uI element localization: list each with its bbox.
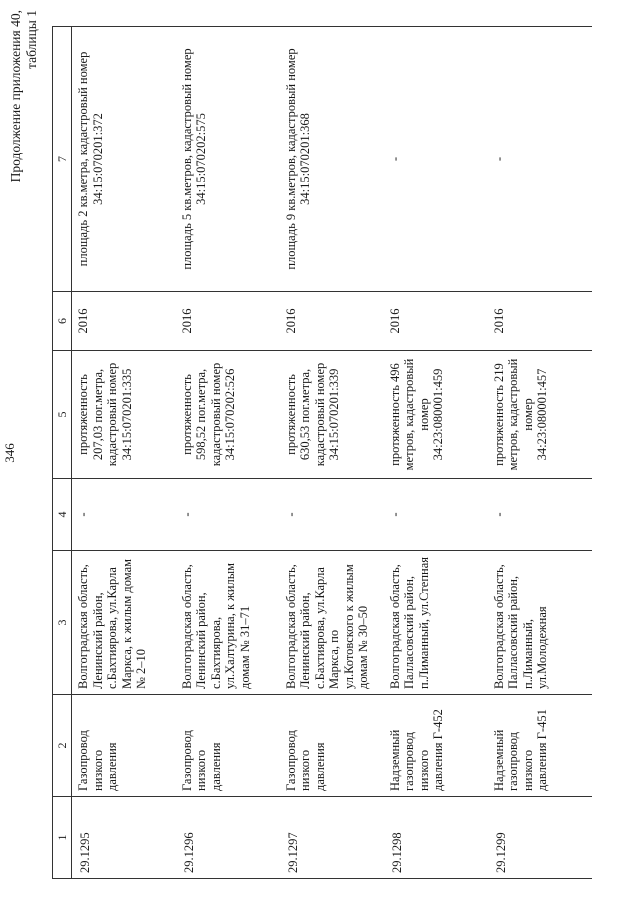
continuation-header: [8, 10, 40, 182]
object-name: Газопровод низкого давления: [280, 695, 384, 797]
column-7-value: площадь 9 кв.метров, кадастровый номер 34:15:070201:368: [280, 27, 384, 292]
table-row: [72, 27, 176, 879]
continuation-line-2: таблицы 1: [24, 10, 39, 69]
column-4-value: -: [280, 479, 384, 551]
object-year: 2016: [280, 292, 384, 351]
object-name: Надземный газопровод низкого давления Г-452: [384, 695, 488, 797]
column-7-value: площадь 5 кв.метров, кадастровый номер 34:15:070202:575: [176, 27, 280, 292]
column-7-value: площадь 2 кв.метра, кадастровый номер 34:15:070201:372: [72, 27, 176, 292]
table-row: [280, 27, 384, 879]
page-number: 346: [2, 443, 17, 463]
object-year: 2016: [488, 292, 592, 351]
row-number: 29.1295: [72, 797, 176, 879]
data-table: [52, 26, 592, 879]
column-header: 7: [53, 27, 72, 292]
row-number: 29.1298: [384, 797, 488, 879]
column-4-value: -: [384, 479, 488, 551]
row-number: 29.1299: [488, 797, 592, 879]
object-address: Волгоградская область, Палласовский район, п.Лиманный, ул.Степная: [384, 551, 488, 695]
object-address: Волгоградская область, Ленинский район, с.Бахтиярова, ул.Карла Маркса, по ул.Котовского к жилым домам № 30–50: [280, 551, 384, 695]
object-name: Газопровод низкого давления: [72, 695, 176, 797]
object-name: Надземный газопровод низкого давления Г-451: [488, 695, 592, 797]
table-row: [384, 27, 488, 879]
column-7-value: -: [488, 27, 592, 292]
object-length: протяженность 207,03 пог.метра, кадастровый номер 34:15:070201:335: [72, 351, 176, 479]
continuation-line-1: Продолжение приложения 40,: [8, 10, 23, 183]
column-header: 5: [53, 351, 72, 479]
column-4-value: -: [176, 479, 280, 551]
object-length: протяженность 219 метров, кадастровый номер 34:23:080001:457: [488, 351, 592, 479]
column-header: 1: [53, 797, 72, 879]
column-7-value: -: [384, 27, 488, 292]
column-4-value: -: [488, 479, 592, 551]
object-year: 2016: [72, 292, 176, 351]
object-address: Волгоградская область, Ленинский район, с.Бахтиярова, ул.Карла Маркса, к жилым домам № 2–10: [72, 551, 176, 695]
object-year: 2016: [384, 292, 488, 351]
column-header: 2: [53, 695, 72, 797]
row-number: 29.1296: [176, 797, 280, 879]
table-header-row: [53, 27, 72, 879]
column-header: 3: [53, 551, 72, 695]
column-header: 4: [53, 479, 72, 551]
column-4-value: -: [72, 479, 176, 551]
object-address: Волгоградская область, Палласовский район, п.Лиманный, ул.Молодежная: [488, 551, 592, 695]
object-year: 2016: [176, 292, 280, 351]
object-length: протяженность 496 метров, кадастровый номер 34:23:080001:459: [384, 351, 488, 479]
object-length: протяженность 630,53 пог.метра, кадастровый номер 34:15:070201:339: [280, 351, 384, 479]
row-number: 29.1297: [280, 797, 384, 879]
table-row: [488, 27, 592, 879]
object-length: протяженность 598,52 пог.метра, кадастровый номер 34:15:070202:526: [176, 351, 280, 479]
table-row: [176, 27, 280, 879]
column-header: 6: [53, 292, 72, 351]
object-address: Волгоградская область, Ленинский район, с.Бахтиярова, ул.Халтурина, к жилым домам № 31–71: [176, 551, 280, 695]
object-name: Газопровод низкого давления: [176, 695, 280, 797]
